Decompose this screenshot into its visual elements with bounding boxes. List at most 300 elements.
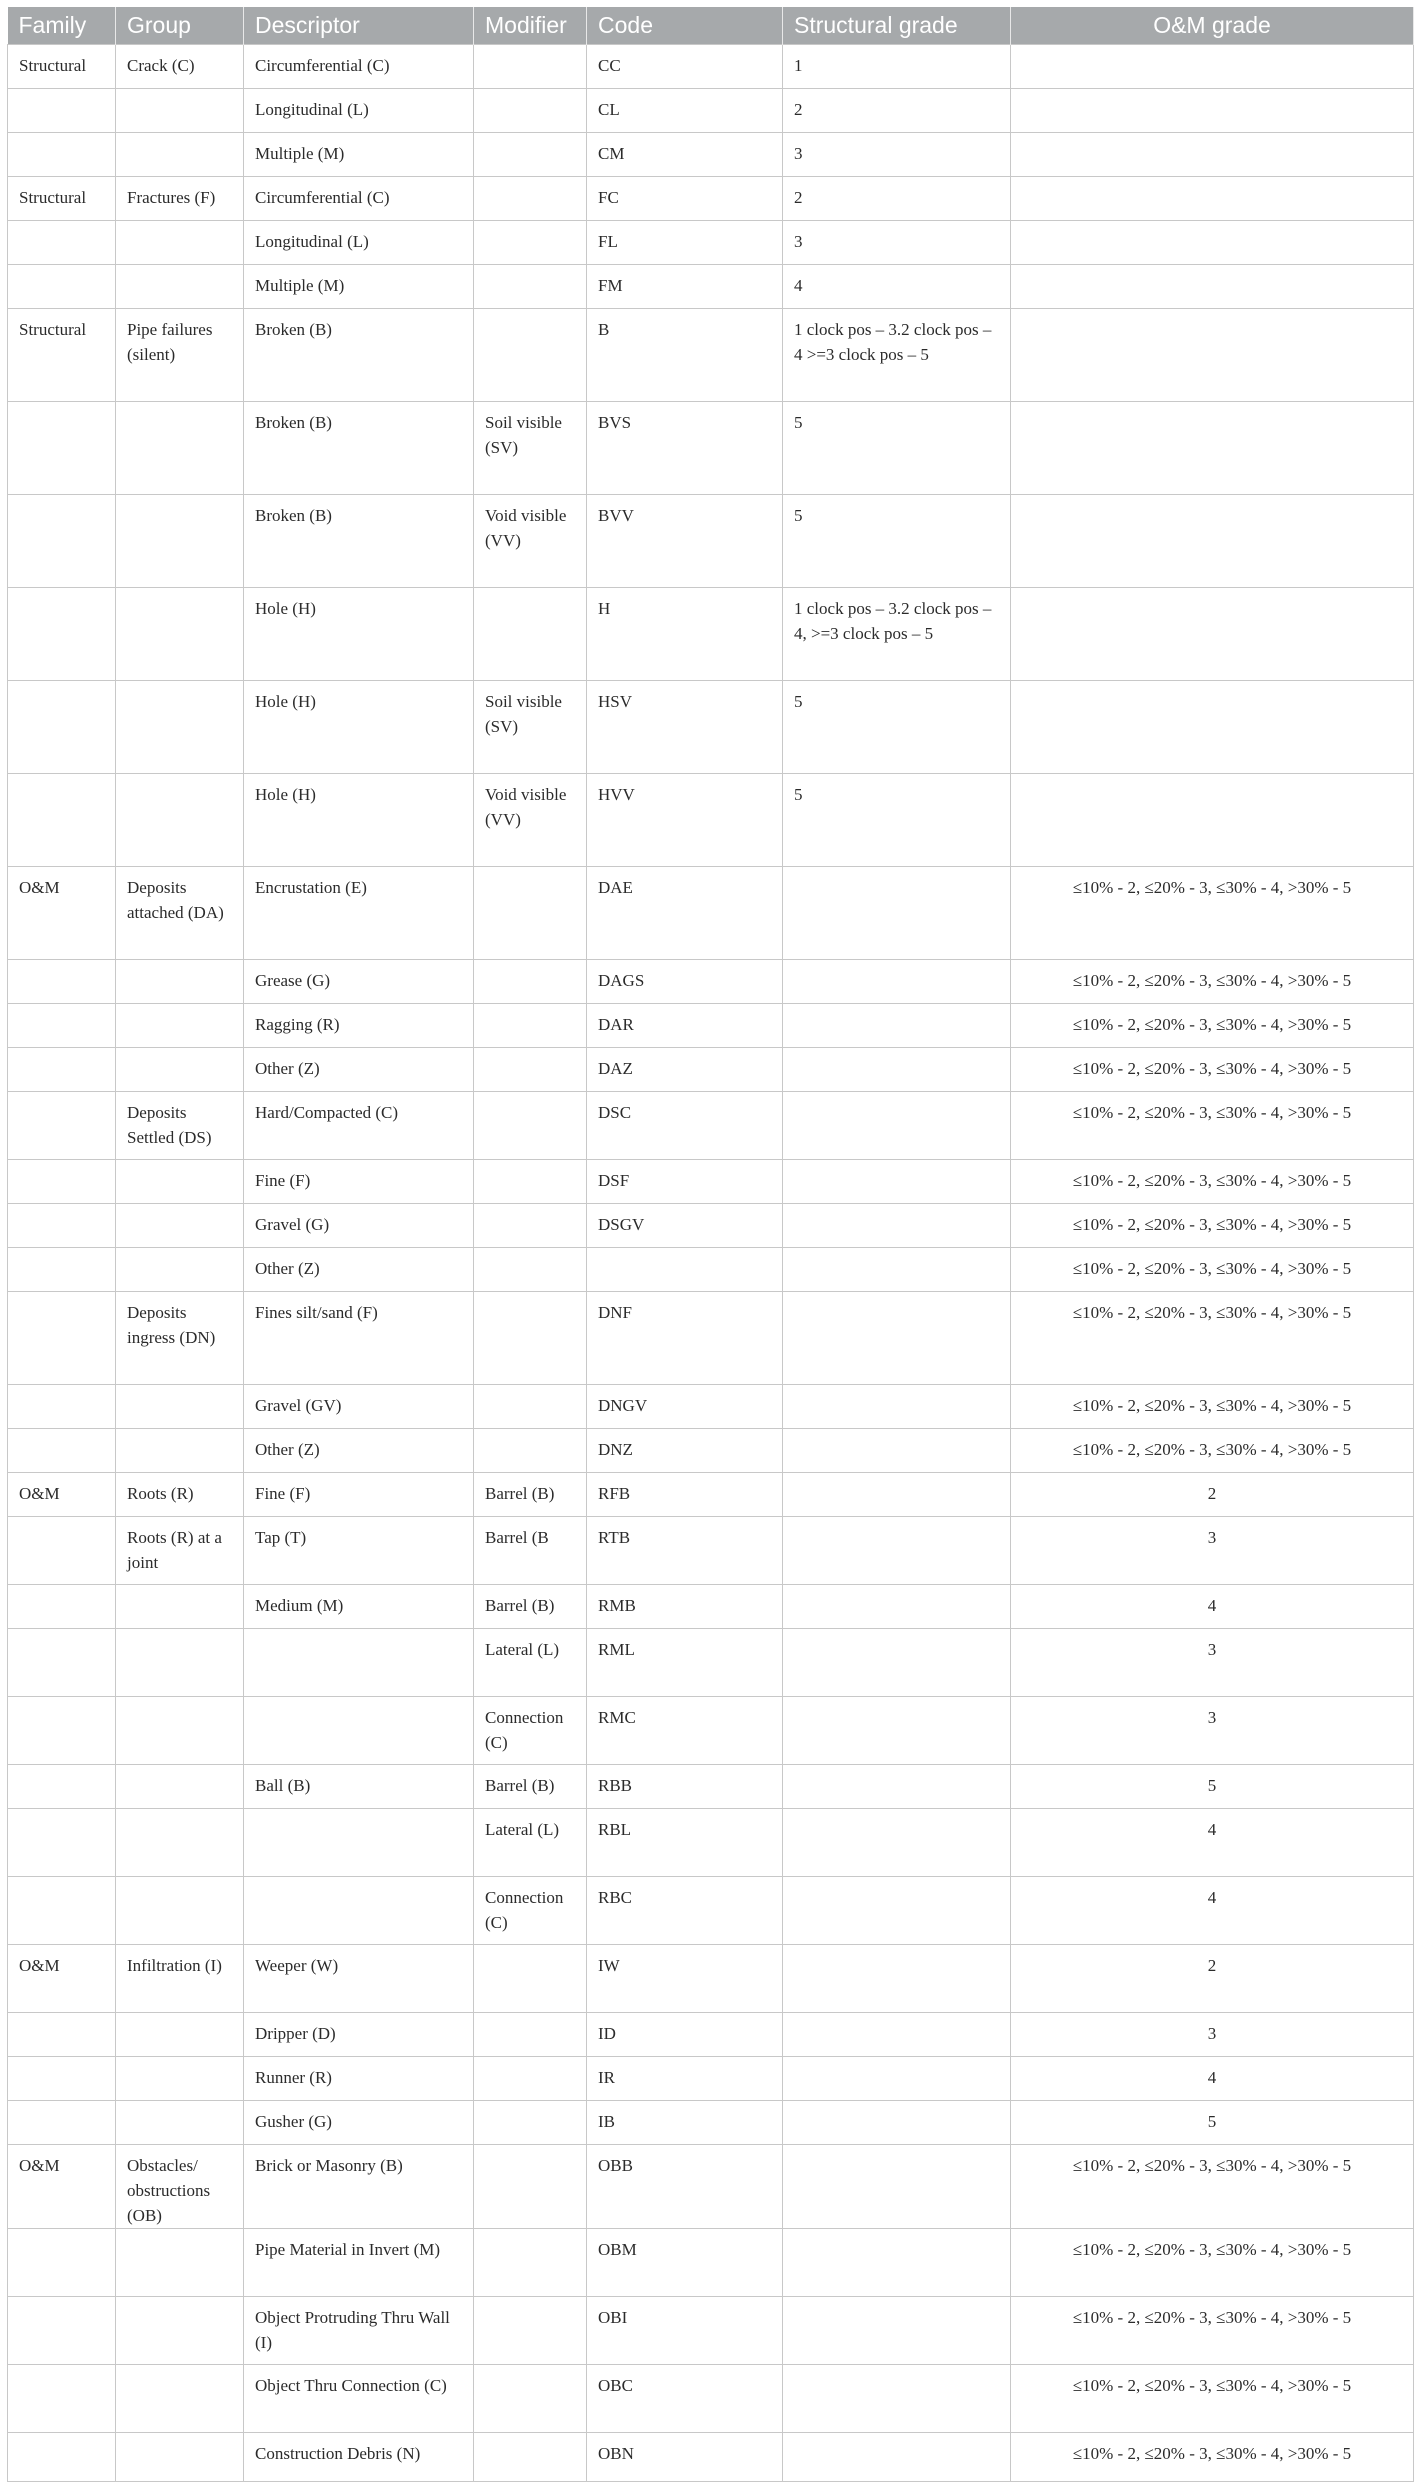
cell-group: Roots (R) at a joint bbox=[116, 1517, 244, 1585]
cell-code: BVV bbox=[587, 495, 783, 588]
table-row bbox=[8, 2145, 1414, 2229]
cell-group: Deposits ingress (DN) bbox=[116, 1292, 244, 1385]
table-row bbox=[8, 2433, 1414, 2482]
cell-code: RTB bbox=[587, 1517, 783, 1585]
cell-group bbox=[116, 1048, 244, 1092]
cell-om-grade: ≤10% - 2, ≤20% - 3, ≤30% - 4, >30% - 5 bbox=[1011, 2365, 1414, 2433]
cell-descriptor: Pipe Material in Invert (M) bbox=[244, 2229, 474, 2297]
cell-family bbox=[8, 1517, 116, 1585]
cell-descriptor: Hole (H) bbox=[244, 588, 474, 681]
cell-modifier bbox=[474, 2433, 587, 2482]
table-row bbox=[8, 1629, 1414, 1697]
cell-group bbox=[116, 1809, 244, 1877]
cell-group bbox=[116, 774, 244, 867]
cell-structural-grade bbox=[783, 2229, 1011, 2297]
cell-code: HSV bbox=[587, 681, 783, 774]
cell-descriptor: Multiple (M) bbox=[244, 133, 474, 177]
cell-family: O&M bbox=[8, 867, 116, 960]
cell-modifier: Connection (C) bbox=[474, 1697, 587, 1765]
cell-modifier bbox=[474, 177, 587, 221]
cell-om-grade: ≤10% - 2, ≤20% - 3, ≤30% - 4, >30% - 5 bbox=[1011, 867, 1414, 960]
cell-code: OBB bbox=[587, 2145, 783, 2229]
table-row bbox=[8, 2101, 1414, 2145]
cell-descriptor: Broken (B) bbox=[244, 495, 474, 588]
cell-family bbox=[8, 1160, 116, 1204]
cell-code: DAZ bbox=[587, 1048, 783, 1092]
cell-family bbox=[8, 774, 116, 867]
cell-code: OBC bbox=[587, 2365, 783, 2433]
cell-descriptor: Broken (B) bbox=[244, 402, 474, 495]
cell-descriptor: Brick or Masonry (B) bbox=[244, 2145, 474, 2229]
cell-family bbox=[8, 1092, 116, 1160]
cell-code: RMC bbox=[587, 1697, 783, 1765]
cell-modifier: Barrel (B bbox=[474, 1517, 587, 1585]
cell-descriptor: Longitudinal (L) bbox=[244, 89, 474, 133]
table-row bbox=[8, 867, 1414, 960]
table-row bbox=[8, 774, 1414, 867]
cell-structural-grade: 2 bbox=[783, 89, 1011, 133]
cell-descriptor: Grease (G) bbox=[244, 960, 474, 1004]
cell-family bbox=[8, 1629, 116, 1697]
cell-family bbox=[8, 89, 116, 133]
cell-code: CC bbox=[587, 45, 783, 89]
cell-descriptor: Other (Z) bbox=[244, 1429, 474, 1473]
cell-descriptor: Gravel (GV) bbox=[244, 1385, 474, 1429]
cell-structural-grade: 5 bbox=[783, 402, 1011, 495]
cell-group bbox=[116, 1585, 244, 1629]
cell-descriptor: Object Protruding Thru Wall (I) bbox=[244, 2297, 474, 2365]
cell-structural-grade bbox=[783, 1004, 1011, 1048]
cell-group bbox=[116, 588, 244, 681]
cell-modifier bbox=[474, 2365, 587, 2433]
cell-om-grade: ≤10% - 2, ≤20% - 3, ≤30% - 4, >30% - 5 bbox=[1011, 2433, 1414, 2482]
cell-om-grade: 4 bbox=[1011, 1877, 1414, 1945]
cell-descriptor: Circumferential (C) bbox=[244, 45, 474, 89]
cell-family bbox=[8, 1697, 116, 1765]
table-row bbox=[8, 133, 1414, 177]
cell-structural-grade bbox=[783, 1629, 1011, 1697]
cell-om-grade: ≤10% - 2, ≤20% - 3, ≤30% - 4, >30% - 5 bbox=[1011, 960, 1414, 1004]
cell-structural-grade bbox=[783, 867, 1011, 960]
cell-code bbox=[587, 1248, 783, 1292]
cell-om-grade bbox=[1011, 265, 1414, 309]
cell-group bbox=[116, 133, 244, 177]
table-header-row bbox=[8, 7, 1414, 45]
cell-descriptor: Fines silt/sand (F) bbox=[244, 1292, 474, 1385]
cell-group: Infiltration (I) bbox=[116, 1945, 244, 2013]
cell-group bbox=[116, 1877, 244, 1945]
cell-structural-grade bbox=[783, 1204, 1011, 1248]
cell-modifier bbox=[474, 2229, 587, 2297]
cell-om-grade: ≤10% - 2, ≤20% - 3, ≤30% - 4, >30% - 5 bbox=[1011, 1292, 1414, 1385]
cell-code: IR bbox=[587, 2057, 783, 2101]
cell-group bbox=[116, 495, 244, 588]
cell-modifier bbox=[474, 960, 587, 1004]
cell-code: RBL bbox=[587, 1809, 783, 1877]
cell-descriptor: Tap (T) bbox=[244, 1517, 474, 1585]
cell-code: HVV bbox=[587, 774, 783, 867]
cell-om-grade: ≤10% - 2, ≤20% - 3, ≤30% - 4, >30% - 5 bbox=[1011, 1004, 1414, 1048]
cell-om-grade: 4 bbox=[1011, 2057, 1414, 2101]
cell-family: Structural bbox=[8, 309, 116, 402]
cell-structural-grade bbox=[783, 2365, 1011, 2433]
cell-descriptor: Ball (B) bbox=[244, 1765, 474, 1809]
table-row bbox=[8, 1517, 1414, 1585]
cell-family bbox=[8, 1877, 116, 1945]
cell-group bbox=[116, 89, 244, 133]
table-row bbox=[8, 89, 1414, 133]
cell-code: DAR bbox=[587, 1004, 783, 1048]
cell-om-grade: 3 bbox=[1011, 2013, 1414, 2057]
cell-family bbox=[8, 2365, 116, 2433]
cell-family bbox=[8, 221, 116, 265]
table-row bbox=[8, 1204, 1414, 1248]
cell-code: RBC bbox=[587, 1877, 783, 1945]
cell-modifier: Soil visible (SV) bbox=[474, 402, 587, 495]
table-row bbox=[8, 402, 1414, 495]
cell-code: ID bbox=[587, 2013, 783, 2057]
cell-structural-grade: 1 bbox=[783, 45, 1011, 89]
cell-descriptor: Ragging (R) bbox=[244, 1004, 474, 1048]
cell-group bbox=[116, 1629, 244, 1697]
table-row bbox=[8, 1160, 1414, 1204]
cell-descriptor: Fine (F) bbox=[244, 1160, 474, 1204]
cell-code: RBB bbox=[587, 1765, 783, 1809]
cell-structural-grade: 5 bbox=[783, 774, 1011, 867]
cell-code: FC bbox=[587, 177, 783, 221]
cell-family bbox=[8, 2057, 116, 2101]
cell-family: Structural bbox=[8, 177, 116, 221]
cell-structural-grade bbox=[783, 1385, 1011, 1429]
cell-modifier bbox=[474, 221, 587, 265]
cell-modifier: Void visible (VV) bbox=[474, 495, 587, 588]
cell-family bbox=[8, 2297, 116, 2365]
cell-modifier bbox=[474, 1160, 587, 1204]
cell-structural-grade: 5 bbox=[783, 681, 1011, 774]
cell-family bbox=[8, 133, 116, 177]
cell-descriptor: Medium (M) bbox=[244, 1585, 474, 1629]
cell-om-grade: 5 bbox=[1011, 2101, 1414, 2145]
cell-structural-grade: 4 bbox=[783, 265, 1011, 309]
cell-code: RMB bbox=[587, 1585, 783, 1629]
cell-structural-grade bbox=[783, 1292, 1011, 1385]
cell-group: Deposits attached (DA) bbox=[116, 867, 244, 960]
cell-descriptor: Hard/Compacted (C) bbox=[244, 1092, 474, 1160]
cell-descriptor: Longitudinal (L) bbox=[244, 221, 474, 265]
cell-code: OBN bbox=[587, 2433, 783, 2482]
header-modifier: Modifier bbox=[474, 7, 587, 45]
cell-code: DNGV bbox=[587, 1385, 783, 1429]
cell-structural-grade bbox=[783, 960, 1011, 1004]
cell-group bbox=[116, 265, 244, 309]
cell-code: RML bbox=[587, 1629, 783, 1697]
cell-om-grade: ≤10% - 2, ≤20% - 3, ≤30% - 4, >30% - 5 bbox=[1011, 1048, 1414, 1092]
cell-structural-grade: 3 bbox=[783, 133, 1011, 177]
cell-om-grade bbox=[1011, 588, 1414, 681]
table-row bbox=[8, 1697, 1414, 1765]
cell-modifier bbox=[474, 133, 587, 177]
cell-descriptor: Construction Debris (N) bbox=[244, 2433, 474, 2482]
cell-om-grade bbox=[1011, 309, 1414, 402]
cell-structural-grade bbox=[783, 2145, 1011, 2229]
cell-group bbox=[116, 1248, 244, 1292]
cell-group bbox=[116, 1697, 244, 1765]
cell-om-grade: ≤10% - 2, ≤20% - 3, ≤30% - 4, >30% - 5 bbox=[1011, 1248, 1414, 1292]
cell-code: BVS bbox=[587, 402, 783, 495]
cell-code: DNZ bbox=[587, 1429, 783, 1473]
cell-descriptor: Weeper (W) bbox=[244, 1945, 474, 2013]
cell-descriptor bbox=[244, 1877, 474, 1945]
cell-structural-grade bbox=[783, 1092, 1011, 1160]
cell-om-grade: 2 bbox=[1011, 1945, 1414, 2013]
cell-group bbox=[116, 1429, 244, 1473]
cell-modifier bbox=[474, 867, 587, 960]
cell-structural-grade bbox=[783, 1809, 1011, 1877]
cell-modifier: Soil visible (SV) bbox=[474, 681, 587, 774]
table-row bbox=[8, 681, 1414, 774]
cell-group: Deposits Settled (DS) bbox=[116, 1092, 244, 1160]
cell-group bbox=[116, 1160, 244, 1204]
cell-modifier: Lateral (L) bbox=[474, 1809, 587, 1877]
table-row bbox=[8, 1765, 1414, 1809]
cell-group bbox=[116, 681, 244, 774]
cell-om-grade: 3 bbox=[1011, 1517, 1414, 1585]
cell-family bbox=[8, 681, 116, 774]
cell-modifier bbox=[474, 309, 587, 402]
table-row bbox=[8, 2297, 1414, 2365]
cell-structural-grade: 5 bbox=[783, 495, 1011, 588]
table-row bbox=[8, 221, 1414, 265]
cell-code: DSC bbox=[587, 1092, 783, 1160]
cell-descriptor: Runner (R) bbox=[244, 2057, 474, 2101]
header-group: Group bbox=[116, 7, 244, 45]
cell-modifier bbox=[474, 2013, 587, 2057]
cell-modifier bbox=[474, 1385, 587, 1429]
cell-family bbox=[8, 1765, 116, 1809]
cell-code: DAE bbox=[587, 867, 783, 960]
cell-group: Obstacles/ obstructions (OB) bbox=[116, 2145, 244, 2229]
cell-om-grade: 2 bbox=[1011, 1473, 1414, 1517]
cell-om-grade: ≤10% - 2, ≤20% - 3, ≤30% - 4, >30% - 5 bbox=[1011, 1204, 1414, 1248]
cell-code: CM bbox=[587, 133, 783, 177]
cell-descriptor: Gravel (G) bbox=[244, 1204, 474, 1248]
cell-descriptor: Encrustation (E) bbox=[244, 867, 474, 960]
cell-om-grade: ≤10% - 2, ≤20% - 3, ≤30% - 4, >30% - 5 bbox=[1011, 2229, 1414, 2297]
cell-group: Fractures (F) bbox=[116, 177, 244, 221]
cell-family bbox=[8, 1004, 116, 1048]
cell-code: RFB bbox=[587, 1473, 783, 1517]
header-family: Family bbox=[8, 7, 116, 45]
cell-om-grade: ≤10% - 2, ≤20% - 3, ≤30% - 4, >30% - 5 bbox=[1011, 1429, 1414, 1473]
cell-family bbox=[8, 588, 116, 681]
table-row bbox=[8, 1877, 1414, 1945]
cell-family bbox=[8, 2013, 116, 2057]
cell-code: FM bbox=[587, 265, 783, 309]
cell-om-grade: ≤10% - 2, ≤20% - 3, ≤30% - 4, >30% - 5 bbox=[1011, 1160, 1414, 1204]
cell-family: Structural bbox=[8, 45, 116, 89]
cell-om-grade bbox=[1011, 133, 1414, 177]
cell-om-grade bbox=[1011, 681, 1414, 774]
cell-structural-grade: 1 clock pos – 3.2 clock pos – 4, >=3 clock pos – 5 bbox=[783, 588, 1011, 681]
cell-group bbox=[116, 2229, 244, 2297]
cell-code: OBM bbox=[587, 2229, 783, 2297]
cell-modifier bbox=[474, 2101, 587, 2145]
cell-om-grade: ≤10% - 2, ≤20% - 3, ≤30% - 4, >30% - 5 bbox=[1011, 1385, 1414, 1429]
table-row bbox=[8, 2013, 1414, 2057]
table-row bbox=[8, 1585, 1414, 1629]
cell-family bbox=[8, 1248, 116, 1292]
cell-om-grade bbox=[1011, 221, 1414, 265]
cell-group bbox=[116, 1765, 244, 1809]
cell-modifier bbox=[474, 2057, 587, 2101]
cell-modifier: Lateral (L) bbox=[474, 1629, 587, 1697]
table-body bbox=[8, 45, 1414, 2482]
cell-modifier bbox=[474, 1204, 587, 1248]
cell-structural-grade bbox=[783, 1429, 1011, 1473]
cell-om-grade: 3 bbox=[1011, 1697, 1414, 1765]
cell-modifier bbox=[474, 265, 587, 309]
table-row bbox=[8, 1429, 1414, 1473]
cell-om-grade: ≤10% - 2, ≤20% - 3, ≤30% - 4, >30% - 5 bbox=[1011, 2297, 1414, 2365]
cell-group bbox=[116, 2101, 244, 2145]
cell-om-grade bbox=[1011, 89, 1414, 133]
cell-family bbox=[8, 1809, 116, 1877]
table-row bbox=[8, 2057, 1414, 2101]
cell-modifier: Barrel (B) bbox=[474, 1585, 587, 1629]
cell-descriptor: Object Thru Connection (C) bbox=[244, 2365, 474, 2433]
cell-group bbox=[116, 1004, 244, 1048]
cell-modifier: Barrel (B) bbox=[474, 1473, 587, 1517]
cell-family bbox=[8, 1585, 116, 1629]
cell-structural-grade bbox=[783, 2057, 1011, 2101]
cell-om-grade: ≤10% - 2, ≤20% - 3, ≤30% - 4, >30% - 5 bbox=[1011, 2145, 1414, 2229]
cell-om-grade bbox=[1011, 45, 1414, 89]
cell-structural-grade: 2 bbox=[783, 177, 1011, 221]
cell-family bbox=[8, 265, 116, 309]
cell-modifier bbox=[474, 588, 587, 681]
cell-modifier bbox=[474, 1248, 587, 1292]
cell-structural-grade bbox=[783, 1585, 1011, 1629]
cell-descriptor: Fine (F) bbox=[244, 1473, 474, 1517]
cell-group bbox=[116, 2013, 244, 2057]
cell-group bbox=[116, 2433, 244, 2482]
cell-structural-grade bbox=[783, 2013, 1011, 2057]
cell-descriptor: Broken (B) bbox=[244, 309, 474, 402]
cell-group bbox=[116, 2297, 244, 2365]
cell-family bbox=[8, 1292, 116, 1385]
cell-modifier bbox=[474, 1292, 587, 1385]
cell-descriptor bbox=[244, 1809, 474, 1877]
cell-modifier bbox=[474, 2297, 587, 2365]
table-row bbox=[8, 1809, 1414, 1877]
cell-modifier bbox=[474, 1945, 587, 2013]
cell-modifier bbox=[474, 2145, 587, 2229]
table-row bbox=[8, 1473, 1414, 1517]
cell-group bbox=[116, 2365, 244, 2433]
table-row bbox=[8, 2365, 1414, 2433]
cell-modifier bbox=[474, 1429, 587, 1473]
cell-group: Crack (C) bbox=[116, 45, 244, 89]
cell-descriptor: Gusher (G) bbox=[244, 2101, 474, 2145]
cell-modifier bbox=[474, 1004, 587, 1048]
cell-family bbox=[8, 402, 116, 495]
cell-om-grade bbox=[1011, 774, 1414, 867]
table-row bbox=[8, 1092, 1414, 1160]
cell-descriptor: Other (Z) bbox=[244, 1248, 474, 1292]
table-row bbox=[8, 1945, 1414, 2013]
cell-code: H bbox=[587, 588, 783, 681]
table-row bbox=[8, 960, 1414, 1004]
cell-om-grade bbox=[1011, 495, 1414, 588]
cell-structural-grade bbox=[783, 1160, 1011, 1204]
cell-om-grade: 3 bbox=[1011, 1629, 1414, 1697]
cell-descriptor: Hole (H) bbox=[244, 681, 474, 774]
table-row bbox=[8, 45, 1414, 89]
cell-family: O&M bbox=[8, 1473, 116, 1517]
cell-code: IB bbox=[587, 2101, 783, 2145]
table-row bbox=[8, 1248, 1414, 1292]
table-row bbox=[8, 1048, 1414, 1092]
cell-structural-grade: 3 bbox=[783, 221, 1011, 265]
cell-family bbox=[8, 2101, 116, 2145]
table-row bbox=[8, 309, 1414, 402]
cell-structural-grade bbox=[783, 2433, 1011, 2482]
cell-structural-grade bbox=[783, 2101, 1011, 2145]
table-row bbox=[8, 1292, 1414, 1385]
table-row bbox=[8, 1385, 1414, 1429]
cell-code: OBI bbox=[587, 2297, 783, 2365]
header-om-grade: O&M grade bbox=[1011, 7, 1414, 45]
cell-structural-grade bbox=[783, 1877, 1011, 1945]
cell-structural-grade bbox=[783, 1697, 1011, 1765]
cell-om-grade: 5 bbox=[1011, 1765, 1414, 1809]
cell-om-grade bbox=[1011, 402, 1414, 495]
cell-group bbox=[116, 1385, 244, 1429]
cell-group bbox=[116, 960, 244, 1004]
cell-code: FL bbox=[587, 221, 783, 265]
cell-descriptor: Hole (H) bbox=[244, 774, 474, 867]
cell-om-grade: ≤10% - 2, ≤20% - 3, ≤30% - 4, >30% - 5 bbox=[1011, 1092, 1414, 1160]
cell-descriptor: Other (Z) bbox=[244, 1048, 474, 1092]
cell-family: O&M bbox=[8, 2145, 116, 2229]
cell-group bbox=[116, 402, 244, 495]
cell-structural-grade bbox=[783, 1945, 1011, 2013]
cell-structural-grade bbox=[783, 1517, 1011, 1585]
cell-om-grade bbox=[1011, 177, 1414, 221]
cell-modifier bbox=[474, 45, 587, 89]
cell-family bbox=[8, 960, 116, 1004]
table-row bbox=[8, 2229, 1414, 2297]
cell-group bbox=[116, 221, 244, 265]
cell-code: DSF bbox=[587, 1160, 783, 1204]
cell-code: B bbox=[587, 309, 783, 402]
cell-modifier: Barrel (B) bbox=[474, 1765, 587, 1809]
cell-structural-grade bbox=[783, 1048, 1011, 1092]
cell-code: DSGV bbox=[587, 1204, 783, 1248]
cell-group: Roots (R) bbox=[116, 1473, 244, 1517]
cell-om-grade: 4 bbox=[1011, 1809, 1414, 1877]
cell-structural-grade bbox=[783, 1765, 1011, 1809]
cell-descriptor bbox=[244, 1697, 474, 1765]
cell-modifier: Void visible (VV) bbox=[474, 774, 587, 867]
header-code: Code bbox=[587, 7, 783, 45]
cell-family: O&M bbox=[8, 1945, 116, 2013]
cell-modifier bbox=[474, 89, 587, 133]
cell-descriptor bbox=[244, 1629, 474, 1697]
cell-structural-grade: 1 clock pos – 3.2 clock pos – 4 >=3 clock pos – 5 bbox=[783, 309, 1011, 402]
header-descriptor: Descriptor bbox=[244, 7, 474, 45]
cell-code: IW bbox=[587, 1945, 783, 2013]
